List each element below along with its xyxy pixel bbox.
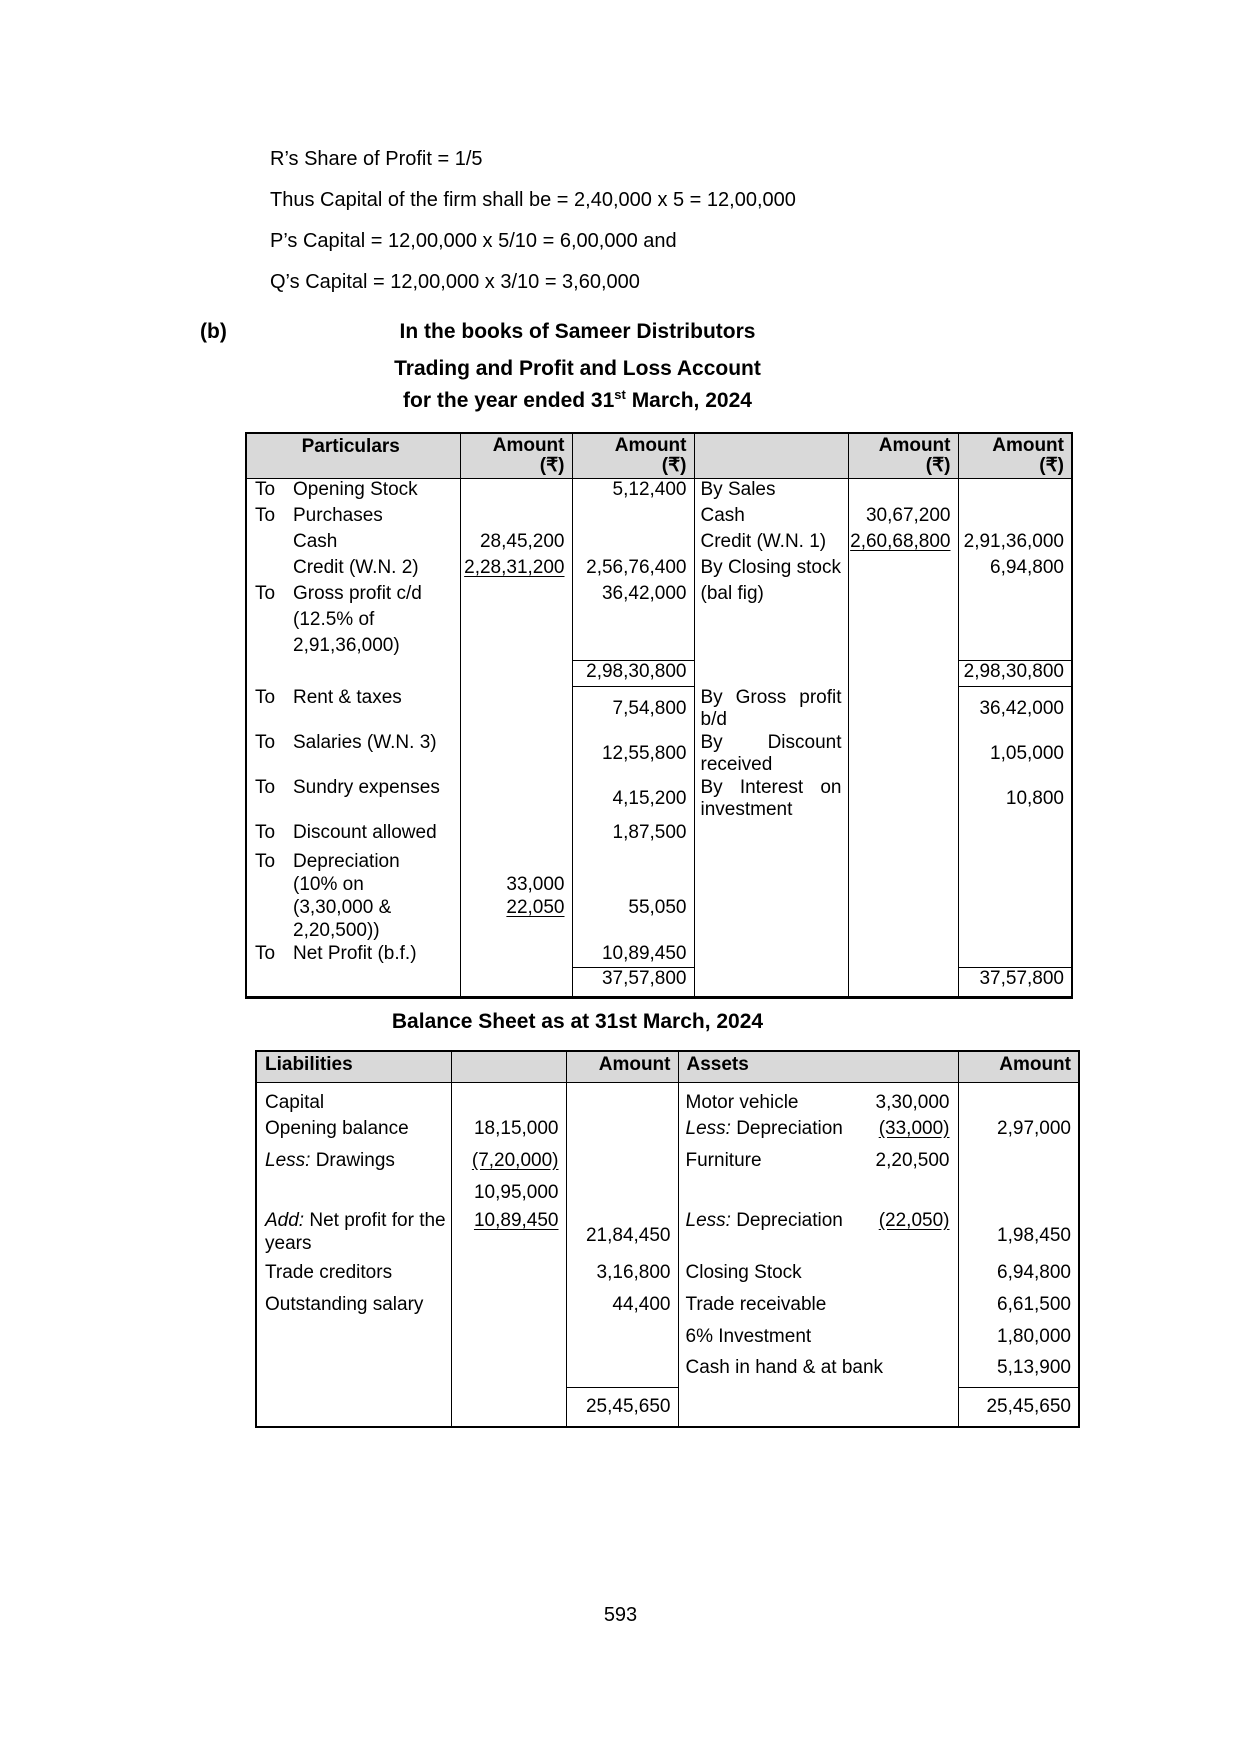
particulars-cell: To Net Profit (b.f.) xyxy=(246,943,460,968)
pl-header-amount-cr1: Amount (₹) xyxy=(848,433,958,479)
amount-cell: 12,55,800 xyxy=(572,732,694,777)
particulars-cell: To Opening Stock xyxy=(246,479,460,505)
bs-row xyxy=(256,1325,1079,1356)
amount-cell xyxy=(958,479,1072,505)
amount-cell xyxy=(460,968,572,998)
bs-row xyxy=(256,1181,1079,1209)
pl-header-row xyxy=(246,433,1072,479)
pl-header-amount-cr2: Amount (₹) xyxy=(958,433,1072,479)
credit-particulars-cell xyxy=(694,874,848,897)
amount-cell xyxy=(848,609,958,635)
amount-cell xyxy=(958,822,1072,851)
total-amount-cell: 25,45,650 xyxy=(958,1387,1079,1427)
intro-calculations xyxy=(270,148,796,312)
amount-cell xyxy=(848,874,958,897)
amount-cell xyxy=(572,851,694,874)
credit-particulars-cell: By Interest on investment xyxy=(694,777,848,822)
pl-row xyxy=(246,822,1072,851)
subtotal-amount-cell: 2,98,30,800 xyxy=(572,661,694,687)
credit-particulars-cell: By Gross profit b/d xyxy=(694,687,848,732)
asset-cell xyxy=(678,1181,958,1209)
particulars-cell: (12.5% of xyxy=(246,609,460,635)
amount-cell xyxy=(460,777,572,822)
amount-cell: 21,84,450 xyxy=(566,1209,678,1261)
credit-particulars-cell xyxy=(694,968,848,998)
pl-row xyxy=(246,777,1072,822)
amount-cell xyxy=(848,479,958,505)
credit-particulars-cell: By Discount received xyxy=(694,732,848,777)
amount-cell: 6,94,800 xyxy=(958,1261,1079,1293)
amount-cell: 2,91,36,000 xyxy=(958,531,1072,557)
particulars-cell: 2,20,500)) xyxy=(246,920,460,943)
particulars-cell: (10% on xyxy=(246,874,460,897)
amount-cell: 3,16,800 xyxy=(566,1261,678,1293)
amount-cell xyxy=(566,1181,678,1209)
pl-row xyxy=(246,609,1072,635)
particulars-cell: Credit (W.N. 2) xyxy=(246,557,460,583)
credit-particulars-cell: By Closing stock xyxy=(694,557,848,583)
pl-row xyxy=(246,732,1072,777)
liability-cell: Opening balance xyxy=(256,1117,451,1149)
amount-cell xyxy=(848,583,958,609)
asset-cell: Cash in hand & at bank xyxy=(678,1356,958,1387)
pl-header-credit-particulars xyxy=(694,433,848,479)
amount-cell: 1,87,500 xyxy=(572,822,694,851)
amount-cell xyxy=(566,1082,678,1117)
amount-cell xyxy=(848,661,958,687)
particulars-cell: To Rent & taxes xyxy=(246,687,460,732)
pl-subtotal-row xyxy=(246,661,1072,687)
pl-row xyxy=(246,943,1072,968)
amount-cell xyxy=(958,609,1072,635)
amount-cell xyxy=(958,583,1072,609)
amount-cell: 6,94,800 xyxy=(958,557,1072,583)
bs-row xyxy=(256,1356,1079,1387)
period-superscript: st xyxy=(614,387,626,402)
asset-cell: Furniture 2,20,500 xyxy=(678,1149,958,1181)
bs-header-liabilities: Liabilities xyxy=(256,1051,451,1082)
amount-cell: 36,42,000 xyxy=(572,583,694,609)
amount-cell: 10,800 xyxy=(958,777,1072,822)
amount-cell xyxy=(848,968,958,998)
amount-cell xyxy=(848,851,958,874)
pl-row xyxy=(246,635,1072,661)
particulars-cell: Cash xyxy=(246,531,460,557)
liability-cell: Add: Net profit for the years xyxy=(256,1209,451,1261)
pl-row xyxy=(246,687,1072,732)
amount-cell: 2,60,68,800 xyxy=(848,531,958,557)
intro-line: Thus Capital of the firm shall be = 2,40,000 x 5 = 12,00,000 xyxy=(270,189,796,211)
credit-particulars-cell xyxy=(694,609,848,635)
pl-row xyxy=(246,920,1072,943)
amount-cell xyxy=(848,687,958,732)
particulars-cell: To Sundry expenses xyxy=(246,777,460,822)
pl-row xyxy=(246,851,1072,874)
pl-row xyxy=(246,505,1072,531)
amount-cell xyxy=(848,920,958,943)
amount-cell: 18,15,000 xyxy=(451,1117,566,1149)
amount-cell xyxy=(460,732,572,777)
amount-cell: 10,89,450 xyxy=(451,1209,566,1261)
amount-cell xyxy=(460,583,572,609)
liability-cell xyxy=(256,1181,451,1209)
books-heading: In the books of Sameer Distributors xyxy=(399,320,756,343)
credit-particulars-cell xyxy=(694,822,848,851)
credit-particulars-cell xyxy=(694,943,848,968)
pl-total-row xyxy=(246,968,1072,998)
amount-cell xyxy=(451,1293,566,1325)
amount-cell xyxy=(572,505,694,531)
amount-cell: 6,61,500 xyxy=(958,1293,1079,1325)
balance-sheet-heading: Balance Sheet as at 31st March, 2024 xyxy=(391,1010,764,1033)
total-amount-cell: 37,57,800 xyxy=(958,968,1072,998)
amount-cell: 28,45,200 xyxy=(460,531,572,557)
amount-cell: 33,000 xyxy=(460,874,572,897)
amount-cell xyxy=(460,943,572,968)
credit-particulars-cell xyxy=(694,661,848,687)
liability-cell xyxy=(256,1356,451,1387)
amount-cell xyxy=(958,505,1072,531)
credit-particulars-cell: By Sales xyxy=(694,479,848,505)
credit-particulars-cell: Credit (W.N. 1) xyxy=(694,531,848,557)
bs-row xyxy=(256,1209,1079,1261)
section-label-b: (b) xyxy=(200,320,227,343)
asset-cell: Closing Stock xyxy=(678,1261,958,1293)
liability-cell xyxy=(256,1387,451,1427)
bs-header-amount-liab: Amount xyxy=(566,1051,678,1082)
pl-header-amount-dr2: Amount (₹) xyxy=(572,433,694,479)
amount-cell xyxy=(451,1356,566,1387)
amount-cell xyxy=(848,732,958,777)
bs-row xyxy=(256,1117,1079,1149)
amount-cell: 55,050 xyxy=(572,897,694,920)
amount-cell xyxy=(460,609,572,635)
total-amount-cell: 25,45,650 xyxy=(566,1387,678,1427)
amount-cell: 2,28,31,200 xyxy=(460,557,572,583)
page-number: 593 xyxy=(603,1604,638,1626)
amount-cell: 2,97,000 xyxy=(958,1117,1079,1149)
bs-row xyxy=(256,1082,1079,1117)
amount-cell: (7,20,000) xyxy=(451,1149,566,1181)
amount-cell xyxy=(848,897,958,920)
asset-cell: Less: Depreciation (33,000) xyxy=(678,1117,958,1149)
amount-cell xyxy=(958,943,1072,968)
account-title-heading: Trading and Profit and Loss Account xyxy=(394,357,761,380)
asset-cell: Motor vehicle 3,30,000 xyxy=(678,1082,958,1117)
amount-cell xyxy=(958,920,1072,943)
amount-cell: 1,80,000 xyxy=(958,1325,1079,1356)
amount-cell xyxy=(958,1181,1079,1209)
bs-header-assets: Assets xyxy=(678,1051,958,1082)
liability-cell: Less: Drawings xyxy=(256,1149,451,1181)
amount-cell: 10,95,000 xyxy=(451,1181,566,1209)
credit-particulars-cell xyxy=(694,897,848,920)
credit-particulars-cell xyxy=(694,851,848,874)
amount-cell xyxy=(958,1082,1079,1117)
amount-cell xyxy=(958,851,1072,874)
pl-row xyxy=(246,557,1072,583)
amount-cell xyxy=(460,851,572,874)
bs-row xyxy=(256,1293,1079,1325)
amount-cell xyxy=(460,661,572,687)
amount-cell xyxy=(460,822,572,851)
period-prefix: for the year ended 31 xyxy=(403,389,615,412)
amount-cell xyxy=(572,635,694,661)
amount-cell xyxy=(572,609,694,635)
amount-cell xyxy=(451,1325,566,1356)
bs-row xyxy=(256,1149,1079,1181)
account-period-heading xyxy=(0,387,1155,413)
amount-cell xyxy=(848,822,958,851)
pl-row xyxy=(246,531,1072,557)
amount-cell xyxy=(572,920,694,943)
credit-particulars-cell: Cash xyxy=(694,505,848,531)
total-amount-cell: 37,57,800 xyxy=(572,968,694,998)
particulars-cell: To Purchases xyxy=(246,505,460,531)
amount-cell: 7,54,800 xyxy=(572,687,694,732)
intro-line: P’s Capital = 12,00,000 x 5/10 = 6,00,000 and xyxy=(270,230,677,252)
amount-cell xyxy=(451,1261,566,1293)
amount-cell: 5,12,400 xyxy=(572,479,694,505)
asset-cell: Trade receivable xyxy=(678,1293,958,1325)
amount-cell xyxy=(460,635,572,661)
amount-cell: 22,050 xyxy=(460,897,572,920)
amount-cell xyxy=(958,874,1072,897)
bs-header-amount-assets: Amount xyxy=(958,1051,1079,1082)
credit-particulars-cell: (bal fig) xyxy=(694,583,848,609)
amount-cell xyxy=(958,635,1072,661)
amount-cell xyxy=(848,635,958,661)
asset-cell xyxy=(678,1387,958,1427)
amount-cell: 1,98,450 xyxy=(958,1209,1079,1261)
amount-cell: 1,05,000 xyxy=(958,732,1072,777)
pl-row xyxy=(246,583,1072,609)
particulars-cell: To Depreciation xyxy=(246,851,460,874)
amount-cell xyxy=(460,687,572,732)
amount-cell xyxy=(566,1149,678,1181)
particulars-cell xyxy=(246,661,460,687)
amount-cell xyxy=(566,1356,678,1387)
period-suffix: March, 2024 xyxy=(625,389,752,412)
bs-header-blank xyxy=(451,1051,566,1082)
particulars-cell: To Gross profit c/d xyxy=(246,583,460,609)
liability-cell: Outstanding salary xyxy=(256,1293,451,1325)
amount-cell xyxy=(566,1325,678,1356)
amount-cell: 36,42,000 xyxy=(958,687,1072,732)
particulars-cell: (3,30,000 & xyxy=(246,897,460,920)
amount-cell xyxy=(848,943,958,968)
intro-line: R’s Share of Profit = 1/5 xyxy=(270,148,483,170)
credit-particulars-cell xyxy=(694,635,848,661)
amount-cell xyxy=(566,1117,678,1149)
amount-cell xyxy=(460,479,572,505)
amount-cell xyxy=(572,531,694,557)
liability-cell xyxy=(256,1325,451,1356)
amount-cell xyxy=(848,777,958,822)
trading-pl-table xyxy=(245,432,1073,999)
particulars-cell: To Discount allowed xyxy=(246,822,460,851)
liability-cell: Trade creditors xyxy=(256,1261,451,1293)
balance-sheet-table xyxy=(255,1050,1080,1428)
asset-cell: 6% Investment xyxy=(678,1325,958,1356)
amount-cell: 10,89,450 xyxy=(572,943,694,968)
credit-particulars-cell xyxy=(694,920,848,943)
pl-row xyxy=(246,874,1072,897)
amount-cell xyxy=(460,505,572,531)
pl-row xyxy=(246,479,1072,505)
amount-cell xyxy=(572,874,694,897)
pl-header-amount-dr1: Amount (₹) xyxy=(460,433,572,479)
particulars-cell: 2,91,36,000) xyxy=(246,635,460,661)
pl-row xyxy=(246,897,1072,920)
amount-cell: 5,13,900 xyxy=(958,1356,1079,1387)
pl-header-particulars: Particulars xyxy=(246,433,460,479)
amount-cell: 2,56,76,400 xyxy=(572,557,694,583)
particulars-cell xyxy=(246,968,460,998)
amount-cell xyxy=(958,897,1072,920)
subtotal-amount-cell: 2,98,30,800 xyxy=(958,661,1072,687)
amount-cell: 44,400 xyxy=(566,1293,678,1325)
amount-cell: 4,15,200 xyxy=(572,777,694,822)
amount-cell xyxy=(958,1149,1079,1181)
intro-line: Q’s Capital = 12,00,000 x 3/10 = 3,60,000 xyxy=(270,271,640,293)
amount-cell xyxy=(451,1387,566,1427)
asset-cell: Less: Depreciation (22,050) xyxy=(678,1209,958,1261)
particulars-cell: To Salaries (W.N. 3) xyxy=(246,732,460,777)
amount-cell: 30,67,200 xyxy=(848,505,958,531)
amount-cell xyxy=(848,557,958,583)
amount-cell xyxy=(451,1082,566,1117)
amount-cell xyxy=(460,920,572,943)
liability-cell: Capital xyxy=(256,1082,451,1117)
bs-row xyxy=(256,1261,1079,1293)
bs-total-row xyxy=(256,1387,1079,1427)
bs-header-row xyxy=(256,1051,1079,1082)
